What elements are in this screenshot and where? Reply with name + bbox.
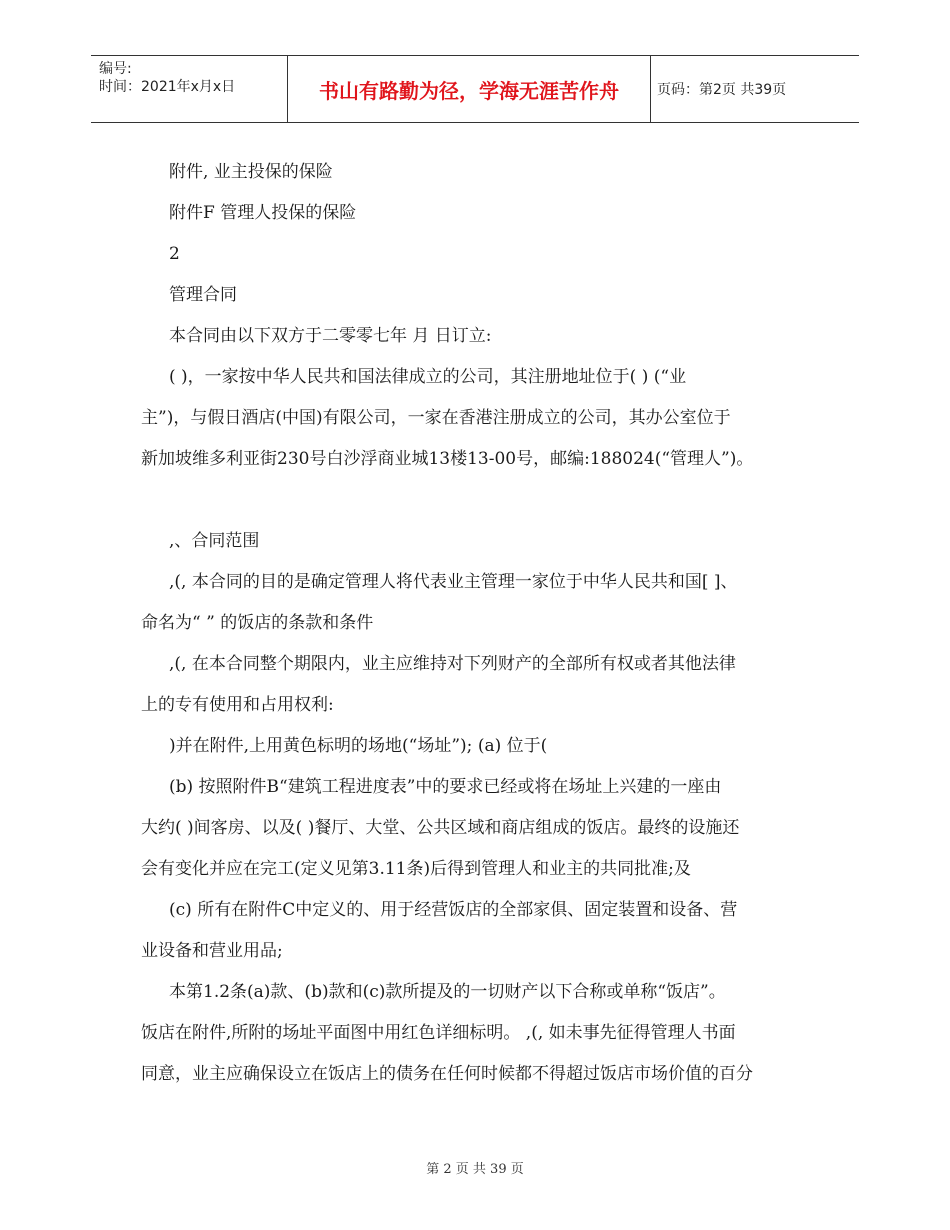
paragraph-line: 新加坡维多利亚街230号白沙浮商业城13楼13-00号，邮编:188024(“管理人”)。 bbox=[141, 449, 754, 469]
section-number: 2 bbox=[169, 244, 180, 264]
paragraph-line: ,(, 在本合同整个期限内，业主应维持对下列财产的全部所有权或者其他法律 bbox=[169, 654, 736, 674]
annex-e-line: 附件, 业主投保的保险 bbox=[169, 162, 333, 182]
header-meta bbox=[99, 60, 279, 96]
paragraph-line: 业设备和营业用品; bbox=[141, 941, 283, 961]
paragraph-line: ,(, 本合同的目的是确定管理人将代表业主管理一家位于中华人民共和国[ ]、 bbox=[169, 572, 738, 592]
header-page-info: 页码：第2页 共39页 bbox=[657, 82, 787, 98]
document-body bbox=[141, 152, 821, 1095]
paragraph-line: (c) 所有在附件C中定义的、用于经营饭店的全部家俱、固定装置和设备、营 bbox=[169, 900, 738, 920]
paragraph-line: 大约( )间客房、以及( )餐厅、大堂、公共区域和商店组成的饭店。最终的设施还 bbox=[141, 818, 740, 838]
paragraph-line: 饭店在附件,所附的场址平面图中用红色详细标明。 ,(, 如未事先征得管理人书面 bbox=[141, 1023, 736, 1043]
header-motto: 书山有路勤为径，学海无涯苦作舟 bbox=[287, 56, 651, 122]
contract-title: 管理合同 bbox=[169, 285, 237, 305]
page-header bbox=[91, 55, 859, 123]
paragraph-line: )并在附件,上用黄色标明的场地(“场址”); (a) 位于( bbox=[169, 736, 548, 756]
paragraph-line: 命名为“ ” 的饭店的条款和条件 bbox=[141, 613, 374, 633]
paragraph-gap bbox=[141, 480, 821, 521]
paragraph-line: (b) 按照附件B“建筑工程进度表”中的要求已经或将在场址上兴建的一座由 bbox=[169, 777, 722, 797]
page-footer: 第 2 页 共 39 页 bbox=[426, 1162, 524, 1177]
paragraph-line: 主”)，与假日酒店(中国)有限公司，一家在香港注册成立的公司，其办公室位于 bbox=[141, 408, 731, 428]
paragraph-line: ( )，一家按中华人民共和国法律成立的公司，其注册地址位于( ) (“业 bbox=[169, 367, 687, 387]
document-time: 时间：2021年x月x日 bbox=[99, 79, 236, 95]
document-number-label: 编号: bbox=[99, 61, 132, 77]
paragraph-line: 本第1.2条(a)款、(b)款和(c)款所提及的一切财产以下合称或单称“饭店”。 bbox=[169, 982, 726, 1002]
paragraph-line: 上的专有使用和占用权利: bbox=[141, 695, 334, 715]
paragraph-line: 会有变化并应在完工(定义见第3.11条)后得到管理人和业主的共同批准;及 bbox=[141, 859, 691, 879]
paragraph-line: 本合同由以下双方于二零零七年 月 日订立: bbox=[169, 326, 492, 346]
section-heading: ,、合同范围 bbox=[169, 531, 260, 551]
paragraph-line: 同意，业主应确保设立在饭店上的债务在任何时候都不得超过饭店市场价值的百分 bbox=[141, 1064, 753, 1084]
annex-f-line: 附件F 管理人投保的保险 bbox=[169, 203, 357, 223]
